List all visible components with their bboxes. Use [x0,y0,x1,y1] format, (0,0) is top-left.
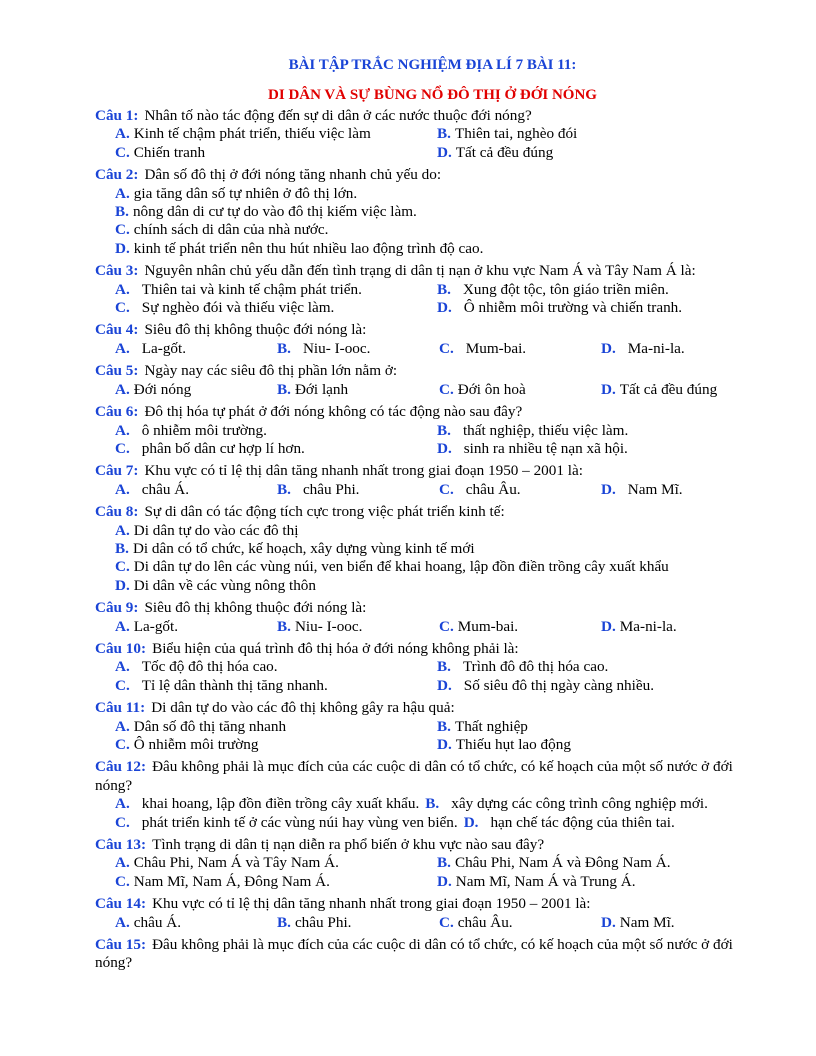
option-row [115,618,770,636]
option-letter: A. [115,717,130,735]
option-row [115,914,770,932]
option-letter: C. [439,339,454,357]
option-text: Thiên tai, nghèo đói [454,125,578,143]
option-text: Thiên tai và kinh tế chậm phát triển. [141,280,362,298]
option-letter: B. [437,421,451,439]
option-letter: A. [115,125,130,143]
answer-options [95,795,770,832]
question-stem [95,403,770,421]
option-row [115,281,770,299]
question-stem [95,895,770,913]
answer-options [95,125,770,162]
answer-option [115,736,437,754]
option-letter: B. [425,795,440,813]
answer-option [277,481,439,499]
answer-option [115,522,298,540]
question-number: Câu 10: [95,639,147,657]
option-letter: D. [437,676,452,694]
question-text: Siêu đô thị không thuộc đới nóng là: [144,599,367,617]
option-letter: D. [601,339,616,357]
option-letter: C. [115,558,130,576]
question-text: Di dân tự do vào các đô thị không gây ra hậu quả: [151,699,455,717]
option-text: Số siêu đô thị ngày càng nhiều. [463,676,655,694]
question-stem [95,166,770,184]
option-text: Nam Mĩ, Nam Á và Trung Á. [455,872,636,890]
answer-option [115,203,417,221]
option-text: Xung đột tộc, tôn giáo triền miên. [462,280,669,298]
answer-option [437,873,636,891]
document-page [95,56,770,977]
answer-option [437,718,528,736]
question-number: Câu 13: [95,836,147,854]
option-row [115,873,770,891]
option-text: Di dân tự do lên các vùng núi, ven biển để khai hoang, lập đồn điền trồng cây xuất khẩu [133,558,669,576]
option-letter: B. [277,617,291,635]
option-text: châu Á. [133,913,181,931]
option-text: Di dân về các vùng nông thôn [133,576,316,594]
answer-option [115,618,277,636]
option-letter: D. [463,813,479,831]
option-letter: B. [115,539,129,557]
option-letter: B. [437,125,451,143]
option-text: chính sách di dân của nhà nước. [133,221,329,239]
option-letter: B. [437,854,451,872]
option-row [115,814,770,832]
option-row [115,677,770,695]
answer-option [439,618,601,636]
question-text: Biểu hiện của quá trình đô thị hóa ở đới nóng không phải là: [152,639,519,657]
question-number: Câu 3: [95,262,139,280]
option-row [115,540,770,558]
option-letter: B. [277,339,291,357]
question-number: Câu 7: [95,462,139,480]
option-letter: B. [277,913,291,931]
option-text: châu Á. [141,480,189,498]
option-row [115,422,770,440]
option-row [115,795,770,813]
option-letter: C. [439,480,454,498]
option-text: Sự nghèo đói và thiếu việc làm. [141,299,335,317]
option-letter: C. [115,439,130,457]
answer-option [601,618,763,636]
question-number: Câu 11: [95,699,146,717]
option-letter: B. [437,717,451,735]
option-text: châu Âu. [457,913,513,931]
question-text: Đâu không phải là mục đích của các cuộc di dân có tổ chức, có kế hoạch của một số nước ở đới nóng? [95,936,733,972]
option-text: Châu Phi, Nam Á và Đông Nam Á. [454,854,671,872]
option-letter: A. [115,658,130,676]
option-letter: B. [277,380,291,398]
option-text: Tất cả đều đúng [619,380,718,398]
option-text: Đới ôn hoà [457,380,526,398]
question-text: Nguyên nhân chủ yếu dẫn đến tình trạng di dân tị nạn ở khu vực Nam Á và Tây Nam Á là: [144,262,696,280]
option-text: Ma-ni-la. [627,339,685,357]
question-7 [95,462,770,503]
question-stem [95,462,770,480]
answer-option [439,381,601,399]
answer-option [115,221,328,239]
question-12 [95,758,770,836]
question-text: Khu vực có tỉ lệ thị dân tăng nhanh nhất trong giai đoạn 1950 – 2001 là: [144,462,583,480]
answer-option [277,381,439,399]
document-title: BÀI TẬP TRẮC NGHIỆM ĐỊA LÍ 7 BÀI 11: [288,57,577,73]
option-row [115,658,770,676]
option-letter: D. [437,736,452,753]
answer-option [115,240,483,258]
option-text: La-gốt. [141,339,187,357]
answer-options [95,281,770,318]
option-text: Nam Mĩ. [627,480,683,498]
question-14 [95,895,770,936]
option-letter: A. [115,339,130,357]
question-number: Câu 1: [95,107,139,124]
answer-options [95,522,770,596]
option-letter: C. [439,617,454,635]
option-row [115,381,770,399]
option-letter: A. [115,854,130,872]
question-list [95,107,770,977]
document-subtitle: DI DÂN VÀ SỰ BÙNG NỔ ĐÔ THỊ Ở ĐỚI NÓNG [268,87,597,103]
answer-option [437,677,654,695]
option-row [115,481,770,499]
option-text: phát triển kinh tế ở các vùng núi hay vùng ven biển. [141,813,458,831]
answer-option [601,481,763,499]
option-text: Dân số đô thị tăng nhanh [133,717,287,735]
option-letter: A. [115,380,130,398]
answer-option [437,440,628,458]
question-stem [95,503,770,521]
question-text: Khu vực có tỉ lệ thị dân tăng nhanh nhất trong giai đoạn 1950 – 2001 là: [152,895,591,913]
option-letter: C. [115,813,130,831]
answer-options [95,422,770,459]
option-text: Tất cả đều đúng [455,143,554,161]
question-stem [95,107,770,125]
option-text: xây dựng các công trình công nghiệp mới. [451,795,708,813]
option-letter: C. [115,221,130,239]
answer-option [439,481,601,499]
answer-option [115,185,357,203]
answer-option [115,677,437,695]
question-text: Nhân tố nào tác động đến sự di dân ở các nước thuộc đới nóng? [144,107,532,124]
option-text: Thiếu hụt lao động [455,736,571,753]
option-letter: D. [437,872,452,890]
question-number: Câu 4: [95,321,139,339]
answer-option [115,299,437,317]
question-9 [95,599,770,640]
option-text: Kinh tế chậm phát triển, thiếu việc làm [133,125,371,143]
answer-option [437,854,671,872]
option-text: thất nghiệp, thiếu việc làm. [462,421,629,439]
answer-option [115,481,277,499]
answer-option [115,854,437,872]
option-text: Châu Phi, Nam Á và Tây Nam Á. [133,854,339,872]
answer-option [115,144,437,162]
option-letter: B. [277,480,291,498]
answer-option [439,914,601,932]
option-letter: A. [115,480,130,498]
question-stem [95,640,770,658]
question-number: Câu 5: [95,362,139,380]
option-letter: D. [601,617,616,635]
option-text: Ma-ni-la. [619,617,677,635]
question-stem [95,936,770,973]
question-number: Câu 6: [95,403,139,421]
answer-option [437,299,682,317]
question-number: Câu 12: [95,758,147,776]
option-text: Tỉ lệ dân thành thị tăng nhanh. [141,676,328,694]
question-number: Câu 14: [95,895,147,913]
option-text: Nam Mĩ, Nam Á, Đông Nam Á. [133,872,330,890]
option-text: Ô nhiễm môi trường và chiến tranh. [463,299,683,317]
option-row [115,221,770,239]
question-stem [95,599,770,617]
option-text: Tốc độ đô thị hóa cao. [141,658,278,676]
option-text: kinh tế phát triển nên thu hút nhiều lao động trình độ cao. [133,239,484,257]
answer-options [95,481,770,499]
question-4 [95,321,770,362]
option-letter: D. [601,480,616,498]
question-stem [95,699,770,717]
answer-option [437,422,628,440]
option-row [115,144,770,162]
option-text: Mum-bai. [457,617,519,635]
option-row [115,185,770,203]
option-text: Nam Mĩ. [619,913,675,931]
answer-option [115,558,669,576]
answer-options [95,340,770,358]
answer-option [437,281,669,299]
answer-options [95,185,770,259]
answer-option [277,340,439,358]
option-text: phân bố dân cư hợp lí hơn. [141,439,305,457]
question-11 [95,699,770,758]
option-letter: A. [115,280,130,298]
answer-option [439,340,601,358]
option-row [115,125,770,143]
question-text: Đâu không phải là mục đích của các cuộc di dân có tổ chức, có kế hoạch của một số nước ở đới nóng? [95,758,733,794]
option-row [115,203,770,221]
option-row [115,558,770,576]
answer-option [277,618,439,636]
answer-option [115,422,437,440]
question-text: Dân số đô thị ở đới nóng tăng nhanh chủ yếu do: [144,166,442,184]
answer-option [115,577,316,595]
option-letter: C. [439,380,454,398]
question-stem [95,362,770,380]
question-stem [95,262,770,280]
question-2 [95,166,770,262]
question-stem [95,836,770,854]
answer-option [115,440,437,458]
option-text: Di dân có tổ chức, kế hoạch, xây dựng vùng kinh tế mới [132,539,475,557]
option-letter: C. [115,872,130,890]
answer-option [115,873,437,891]
answer-option [115,814,458,832]
option-row [115,522,770,540]
option-letter: D. [437,439,452,457]
option-row [115,440,770,458]
option-letter: C. [439,913,454,931]
answer-options [95,381,770,399]
option-text: Chiến tranh [133,143,206,161]
option-letter: D. [601,913,616,931]
option-text: ô nhiễm môi trường. [141,421,267,439]
option-letter: A. [115,521,130,539]
option-row [115,854,770,872]
answer-option [115,914,277,932]
question-number: Câu 9: [95,599,139,617]
question-text: Ngày nay các siêu đô thị phần lớn nằm ở: [144,362,398,380]
option-text: Đới nóng [133,380,192,398]
option-letter: C. [115,676,130,694]
option-text: Di dân tự do vào các đô thị [133,521,299,539]
answer-option [115,125,437,143]
option-row [115,299,770,317]
option-text: châu Phi. [294,913,352,931]
option-letter: D. [115,576,130,594]
answer-option [464,814,675,832]
question-number: Câu 8: [95,503,139,521]
option-text: Mum-bai. [465,339,527,357]
question-stem [95,758,770,795]
answer-options [95,854,770,891]
option-text: Thất nghiệp [454,717,528,735]
option-letter: B. [437,658,451,676]
answer-option [437,736,571,754]
option-text: khai hoang, lập đồn điền trồng cây xuất khẩu. [141,795,420,813]
answer-options [95,618,770,636]
answer-option [115,340,277,358]
option-text: Trình đô đô thị hóa cao. [462,658,609,676]
answer-option [601,340,763,358]
answer-options [95,914,770,932]
option-letter: D. [601,380,616,398]
answer-option [115,658,437,676]
question-text: Đô thị hóa tự phát ở đới nóng không có tác động nào sau đây? [144,403,523,421]
option-row [115,240,770,258]
answer-option [437,125,577,143]
answer-option [115,381,277,399]
answer-option [277,914,439,932]
option-row [115,736,770,754]
option-letter: C. [115,736,130,753]
answer-option [437,144,553,162]
question-8 [95,503,770,599]
option-letter: D. [115,239,130,257]
option-text: Ô nhiễm môi trường [133,736,259,753]
question-6 [95,403,770,462]
option-row [115,340,770,358]
question-stem [95,321,770,339]
answer-options [95,718,770,755]
question-text: Tình trạng di dân tị nạn diễn ra phổ biến ở khu vực nào sau đây? [152,836,545,854]
question-number: Câu 15: [95,936,147,954]
option-letter: B. [115,203,129,221]
question-15 [95,936,770,977]
answer-options [95,658,770,695]
option-text: Niu- I-ooc. [294,617,363,635]
option-letter: D. [437,143,452,161]
option-text: La-gốt. [133,617,179,635]
answer-option [425,795,708,813]
option-letter: A. [115,913,130,931]
option-text: hạn chế tác động của thiên tai. [490,813,675,831]
option-letter: C. [115,299,130,317]
option-text: Niu- I-ooc. [302,339,371,357]
question-number: Câu 2: [95,166,139,184]
option-letter: A. [115,184,130,202]
answer-option [601,381,763,399]
answer-option [115,795,419,813]
option-letter: A. [115,795,130,813]
option-letter: B. [437,280,451,298]
option-text: gia tăng dân số tự nhiên ở đô thị lớn. [133,184,358,202]
option-text: sinh ra nhiều tệ nạn xã hội. [463,439,628,457]
option-letter: D. [437,299,452,317]
answer-option [601,914,763,932]
answer-option [115,718,437,736]
question-3 [95,262,770,321]
question-10 [95,640,770,699]
option-letter: C. [115,143,130,161]
option-letter: A. [115,617,130,635]
question-1 [95,107,770,166]
option-letter: A. [115,421,130,439]
option-text: châu Âu. [465,480,521,498]
option-text: châu Phi. [302,480,360,498]
question-text: Sự di dân có tác động tích cực trong việc phát triển kinh tế: [144,503,505,521]
option-text: Đới lạnh [294,380,349,398]
answer-option [115,540,475,558]
answer-option [437,658,608,676]
question-5 [95,362,770,403]
option-row [115,577,770,595]
option-row [115,718,770,736]
answer-option [115,281,437,299]
question-13 [95,836,770,895]
question-text: Siêu đô thị không thuộc đới nóng là: [144,321,367,339]
option-text: nông dân di cư tự do vào đô thị kiếm việc làm. [132,203,417,221]
